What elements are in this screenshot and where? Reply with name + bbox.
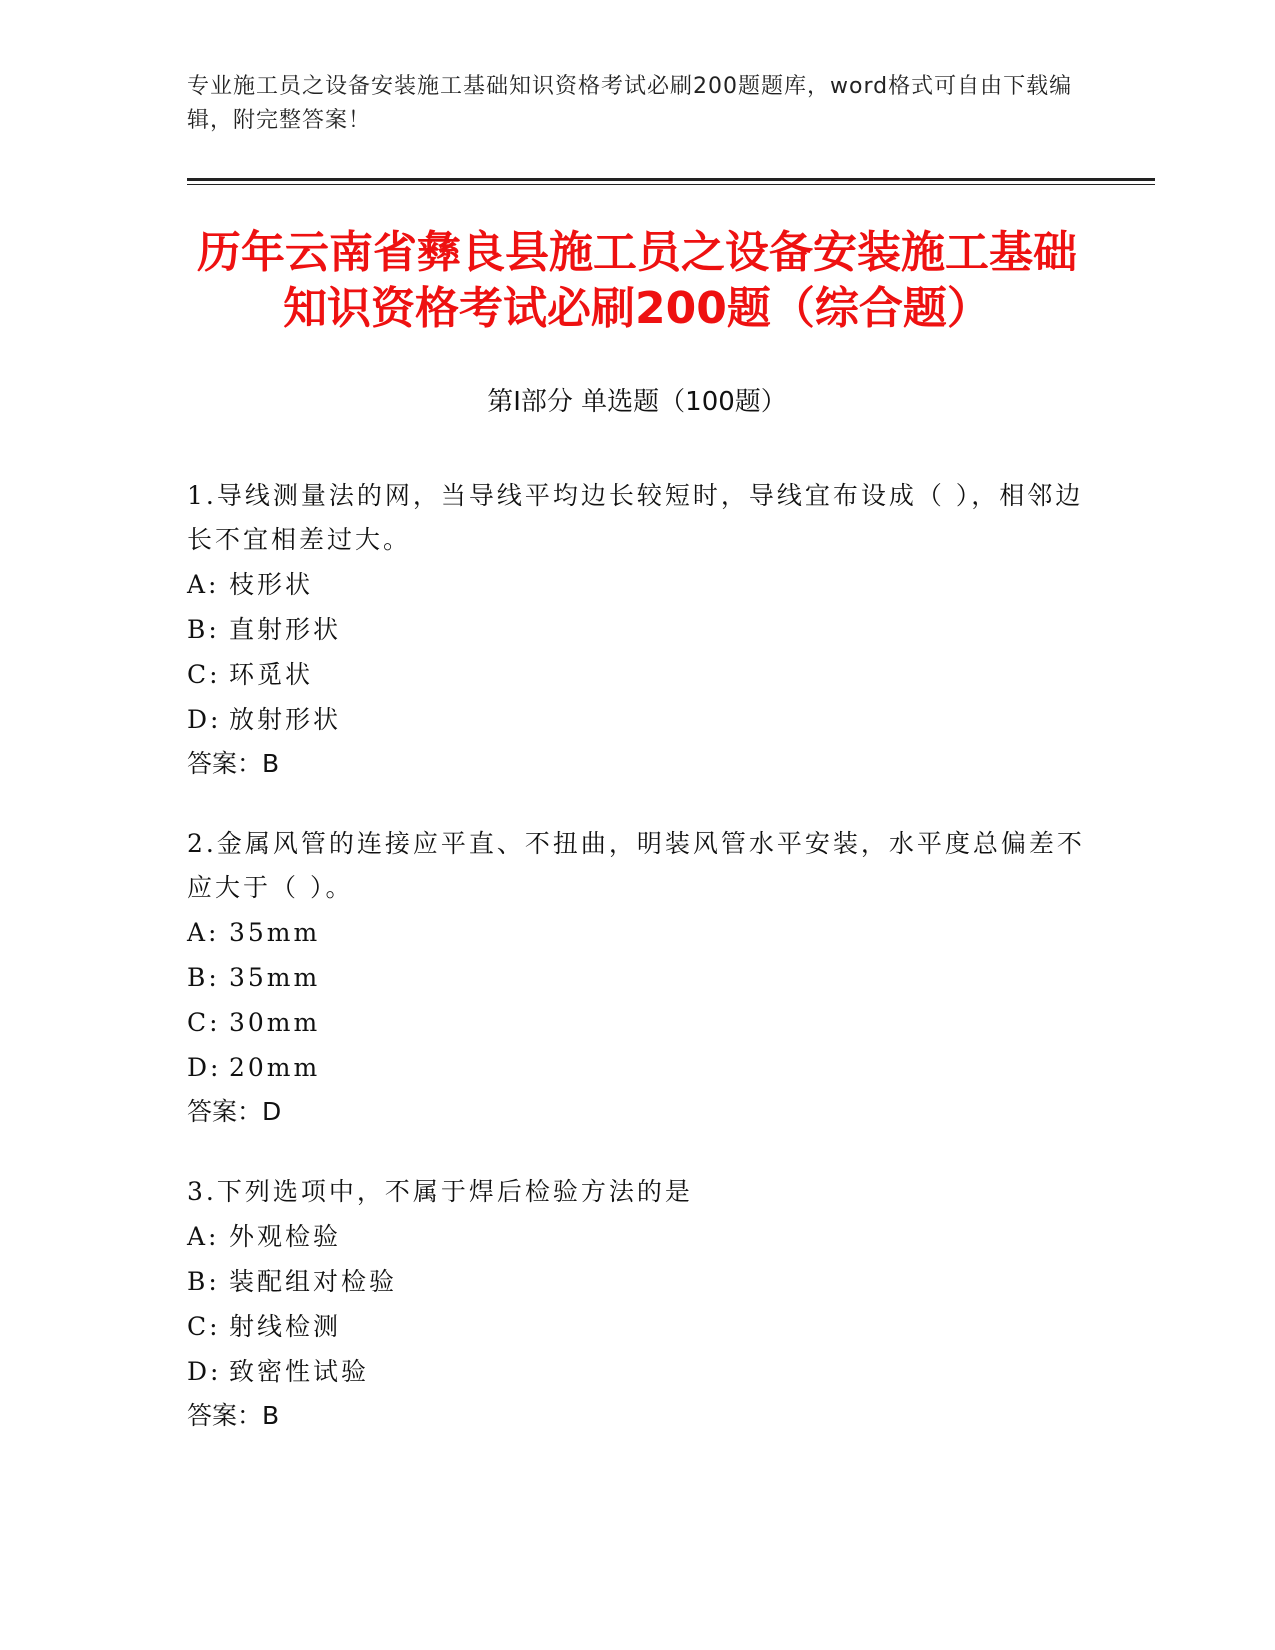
option-text: 直射形状 xyxy=(229,615,342,644)
question-2 xyxy=(187,822,1087,1134)
option-text: 致密性试验 xyxy=(229,1357,370,1386)
header-rule-thick xyxy=(187,178,1155,181)
option-text: 35mm xyxy=(229,963,321,992)
answer: 答案：B xyxy=(187,1401,280,1430)
option-b xyxy=(187,607,1087,652)
option-letter: A: xyxy=(187,570,220,599)
option-b xyxy=(187,1259,1087,1304)
question-stem: 2.金属风管的连接应平直、不扭曲，明装风管水平安装，水平度总偏差不应大于（ ）。 xyxy=(187,829,1085,902)
option-letter: C: xyxy=(187,1008,221,1037)
header-note: 专业施工员之设备安装施工基础知识资格考试必刷200题题库，word格式可自由下载编辑，附完整答案！ xyxy=(187,74,1073,133)
option-text: 30mm xyxy=(229,1008,321,1037)
option-text: 35mm xyxy=(229,918,321,947)
question-3 xyxy=(187,1170,1087,1438)
option-letter: B: xyxy=(187,963,220,992)
option-letter: D: xyxy=(187,705,222,734)
option-c xyxy=(187,1000,1087,1045)
section-title: 第Ⅰ部分 单选题（100题） xyxy=(487,387,787,417)
option-text: 20mm xyxy=(229,1053,321,1082)
option-text: 外观检验 xyxy=(229,1222,342,1251)
option-letter: D: xyxy=(187,1357,222,1386)
option-d xyxy=(187,697,1087,742)
option-text: 枝形状 xyxy=(229,570,314,599)
option-a xyxy=(187,562,1087,607)
option-letter: B: xyxy=(187,615,220,644)
option-d xyxy=(187,1349,1087,1394)
option-d xyxy=(187,1045,1087,1090)
option-text: 射线检测 xyxy=(229,1312,342,1341)
option-letter: B: xyxy=(187,1267,220,1296)
option-a xyxy=(187,910,1087,955)
option-b xyxy=(187,955,1087,1000)
header-rule-thin xyxy=(187,184,1155,185)
question-1 xyxy=(187,474,1087,786)
option-letter: A: xyxy=(187,1222,220,1251)
question-list xyxy=(187,474,1087,1474)
option-c xyxy=(187,1304,1087,1349)
answer: 答案：B xyxy=(187,749,280,778)
document-title: 历年云南省彝良县施工员之设备安装施工基础知识资格考试必刷200题（综合题） xyxy=(197,227,1077,334)
option-text: 装配组对检验 xyxy=(229,1267,398,1296)
option-a xyxy=(187,1214,1087,1259)
question-stem: 3.下列选项中，不属于焊后检验方法的是 xyxy=(187,1177,693,1206)
option-c xyxy=(187,652,1087,697)
option-text: 放射形状 xyxy=(229,705,342,734)
question-stem: 1.导线测量法的网，当导线平均边长较短时，导线宜布设成（ ），相邻边长不宜相差过大。 xyxy=(187,481,1084,554)
option-letter: D: xyxy=(187,1053,222,1082)
answer: 答案：D xyxy=(187,1097,282,1126)
option-letter: A: xyxy=(187,918,220,947)
option-letter: C: xyxy=(187,660,221,689)
option-text: 环觅状 xyxy=(229,660,314,689)
option-letter: C: xyxy=(187,1312,221,1341)
